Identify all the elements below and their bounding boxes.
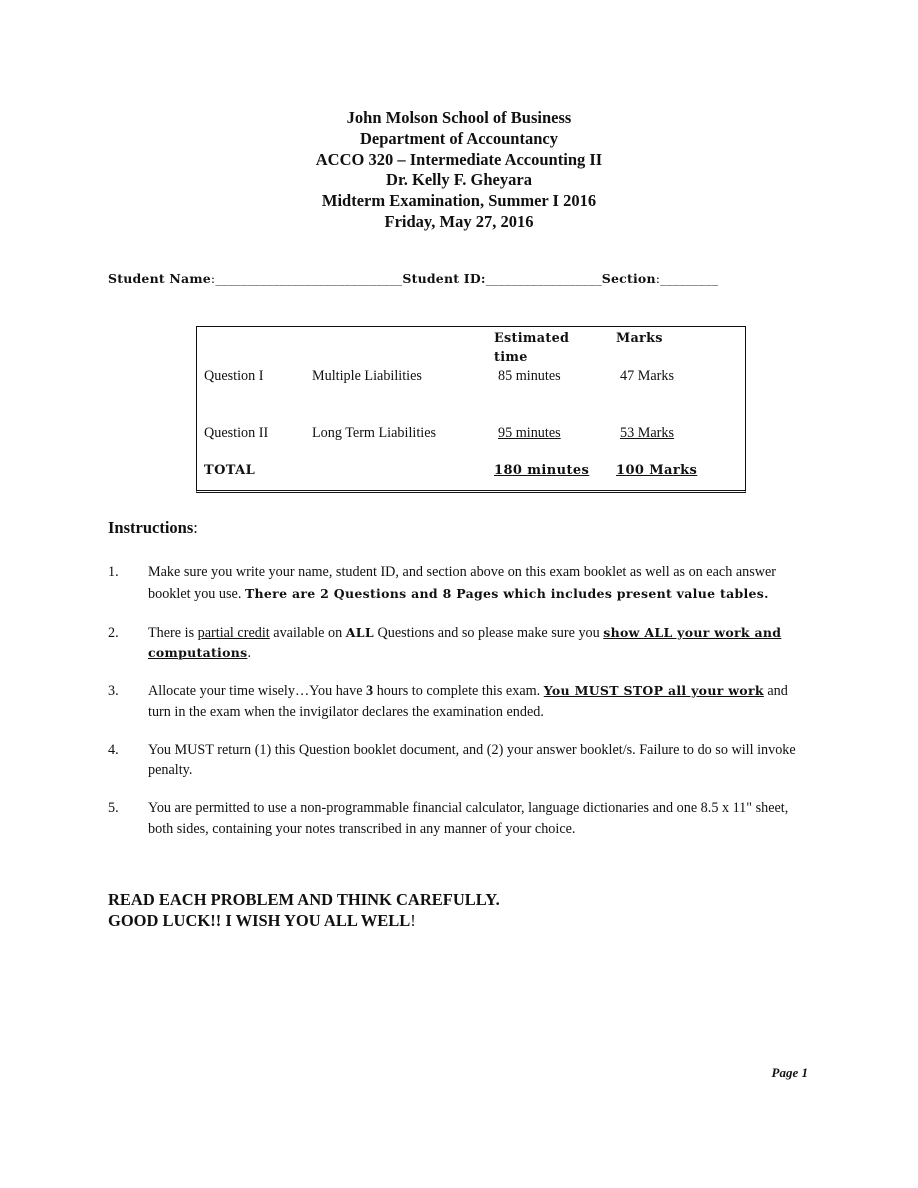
instruction-item: 3. Allocate your time wisely…You have 3 hours to complete this exam. You MUST STOP all your work and turn in the exam when the invigilator declares the examination ended. [108, 683, 788, 720]
course-title: ACCO 320 – Intermediate Accounting II [315, 149, 603, 169]
question-marks: 47 Marks [620, 368, 674, 384]
item-number: 4. [108, 741, 119, 758]
instruction-item: 4. You MUST return (1) this Question booklet document, and (2) your answer booklet/s. Failure to do so will invoke penalty. [108, 741, 796, 778]
item-number: 3. [108, 683, 119, 699]
closing-line-1: READ EACH PROBLEM AND THINK CAREFULLY. [108, 890, 500, 909]
marks-column-header: Marks [616, 331, 663, 346]
page-number: Page 1 [771, 1065, 808, 1080]
student-id-label: Student ID: [402, 271, 486, 286]
exam-header [0, 108, 918, 233]
item-number: 2. [108, 624, 119, 641]
exam-date: Friday, May 27, 2016 [384, 211, 534, 231]
instructions-list [108, 561, 798, 857]
student-id-field[interactable]: __________________ [485, 271, 602, 286]
department-name: Department of Accountancy [360, 128, 558, 148]
instructor-name: Dr. Kelly F. Gheyara [386, 170, 532, 190]
time-column-header: Estimated time [494, 331, 570, 365]
instructions-heading: Instructions: [108, 518, 198, 537]
instruction-item: 1. Make sure you write your name, student ID, and section above on this exam booklet as well as on each answer booklet you use. There are 2 Questions and 8 Pages which includes present value tables. [108, 561, 798, 605]
school-name: John Molson School of Business [346, 108, 572, 127]
item-number: 5. [108, 800, 119, 816]
question-label: Question II [204, 425, 269, 441]
question-label: Question I [204, 368, 264, 384]
closing-line-2: GOOD LUCK!! I WISH YOU ALL WELL! [108, 911, 416, 930]
total-label: TOTAL [204, 463, 256, 478]
question-time: 85 minutes [498, 368, 561, 384]
closing-message [108, 889, 500, 931]
section-field[interactable]: :_________ [655, 271, 719, 286]
question-table [196, 326, 746, 493]
question-topic: Long Term Liabilities [312, 425, 437, 441]
question-topic: Multiple Liabilities [312, 368, 422, 384]
section-label: Section [601, 271, 656, 286]
student-name-label: Student Name [108, 271, 211, 286]
item-number: 1. [108, 564, 119, 580]
instruction-item: 2. There is partial credit available on ALL Questions and so please make sure you show ALL your work and computations. [108, 624, 782, 661]
total-marks: 100 Marks [616, 463, 698, 478]
total-time: 180 minutes [494, 463, 590, 478]
exam-title: Midterm Examination, Summer I 2016 [321, 191, 597, 211]
student-name-field[interactable]: :_____________________________ [210, 271, 403, 286]
student-info-line [108, 271, 808, 286]
instruction-item: 5. You are permitted to use a non-programmable financial calculator, language dictionaries and one 8.5 x 11" sheet, both sides, containing your notes transcribed in any manner of your choice. [108, 800, 789, 837]
question-marks: 53 Marks [620, 425, 674, 441]
question-time: 95 minutes [498, 425, 561, 441]
